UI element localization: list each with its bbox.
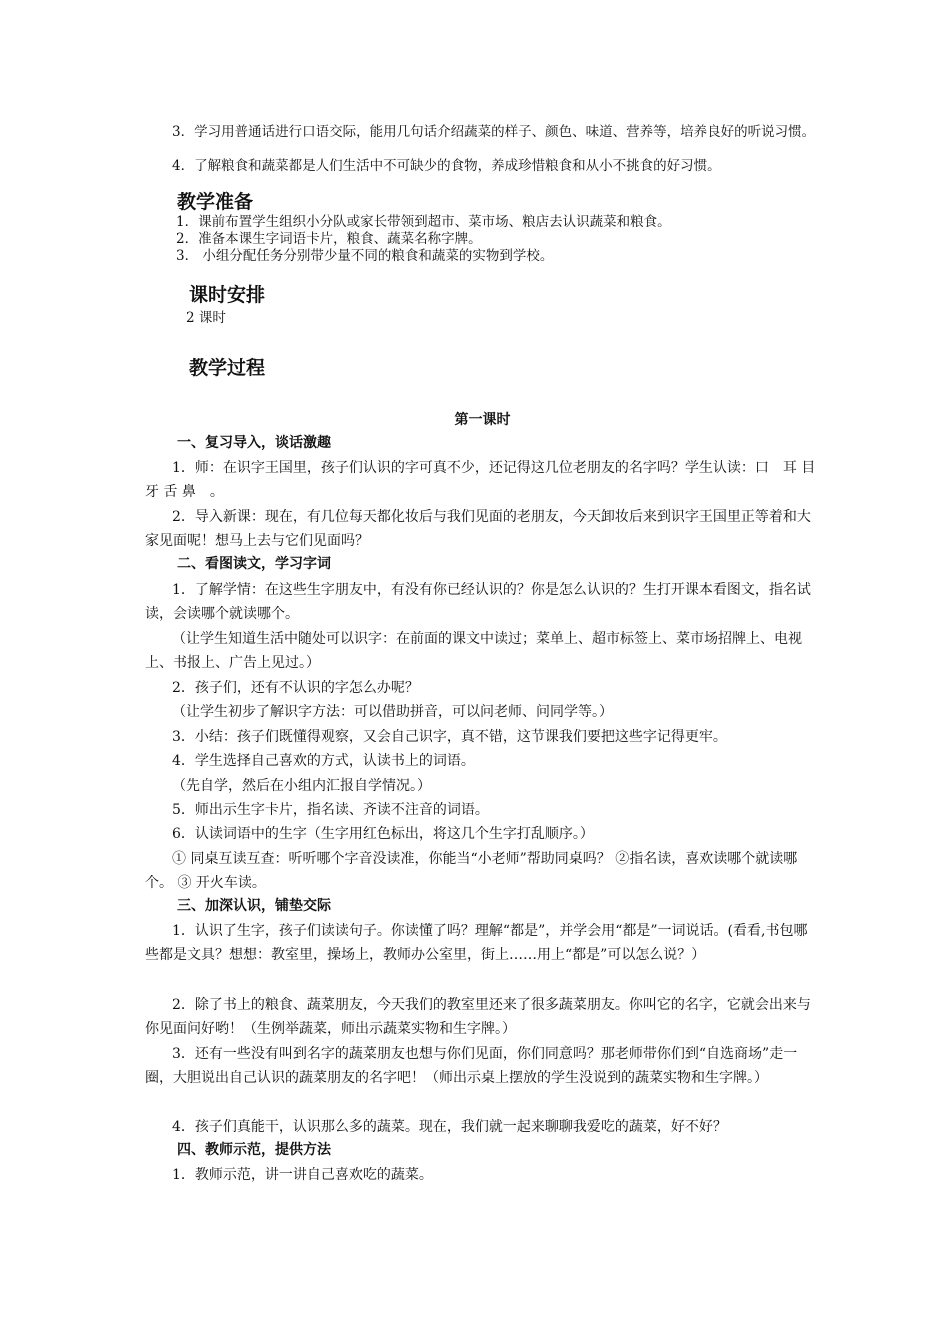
sec3-p2: 2．除了书上的粮食、蔬菜朋友，今天我们的教室里还来了很多蔬菜朋友。你叫它的名字，它就会出来与你见面问好哟！（生例举蔬菜，师出示蔬菜实物和生字牌。）: [145, 997, 811, 1038]
section-2-title: 二、看图读文，学习字词: [177, 556, 331, 572]
prep-item-2: 2．准备本课生字词语卡片，粮食、蔬菜名称字牌。: [176, 231, 482, 247]
prep-item-1: 1．课前布置学生组织小分队或家长带领到超市、菜市场、粮店去认识蔬菜和粮食。: [176, 214, 671, 230]
sec2-p1: 1．了解学情：在这些生字朋友中，有没有你已经认识的？你是怎么认识的？生打开课本看图文，指名试读，会读哪个就读哪个。: [145, 582, 811, 623]
schedule-value: 2 课时: [186, 310, 226, 326]
goal-4: 4．了解粮食和蔬菜都是人们生活中不可缺少的食物，养成珍惜粮食和从小不挑食的好习惯。: [172, 158, 721, 174]
sec2-p10: ① 同桌互读互查：听听哪个字音没读准，你能当“小老师”帮助同桌吗？ ②指名读，喜欢读哪个就读哪个。 ③ 开火车读。: [145, 851, 798, 892]
sec2-p7: （先自学，然后在小组内汇报自学情况。）: [172, 778, 431, 794]
section-4-title: 四、教师示范，提供方法: [177, 1142, 331, 1158]
process-heading: 教学过程: [189, 357, 266, 379]
sec1-p1: 1．师：在识字王国里，孩子们认识的字可真不少，还记得这几位老朋友的名字吗？学生认读：口 耳 目 牙 舌 鼻 。: [145, 460, 816, 501]
section-3-title: 三、加深认识，铺垫交际: [177, 898, 331, 914]
sec2-p8: 5．师出示生字卡片，指名读、齐读不注音的词语。: [172, 802, 489, 818]
sec1-p2: 2．导入新课：现在，有几位每天都化妆后与我们见面的老朋友，今天卸妆后来到识字王国里正等着和大家见面呢！想马上去与它们见面吗？: [145, 509, 811, 550]
lesson-title: 第一课时: [454, 412, 511, 428]
sec2-p6: 4．学生选择自己喜欢的方式，认读书上的词语。: [172, 753, 475, 769]
sec3-p3: 3．还有一些没有叫到名字的蔬菜朋友也想与你们见面，你们同意吗？那老师带你们到“自选商场”走一圈，大胆说出自己认识的蔬菜朋友的名字吧！（师出示桌上摆放的学生没说到的蔬菜实物和生字牌。）: [145, 1046, 798, 1087]
section-1-title: 一、复习导入，谈话激趣: [177, 435, 331, 451]
prep-heading: 教学准备: [177, 191, 254, 213]
sec2-p9: 6．认读词语中的生字（生字用红色标出，将这几个生字打乱顺序。）: [172, 826, 594, 842]
sec2-p4: （让学生初步了解识字方法：可以借助拼音，可以问老师、问同学等。）: [172, 704, 613, 720]
sec3-p1: 1．认识了生字，孩子们读读句子。你读懂了吗？理解“都是”，并学会用“都是”一词说话。(看看,书包哪些都是文具？想想：教室里，操场上，教师办公室里，街上……用上“都是”可以怎么说？）: [145, 923, 808, 964]
sec3-p4: 4．孩子们真能干，认识那么多的蔬菜。现在，我们就一起来聊聊我爱吃的蔬菜，好不好？: [172, 1119, 727, 1135]
sec2-p5: 3．小结：孩子们既懂得观察，又会自己识字，真不错，这节课我们要把这些字记得更牢。: [172, 729, 727, 745]
sec2-p2: （让学生知道生活中随处可以识字：在前面的课文中读过；菜单上、超市标签上、菜市场招牌上、电视上、书报上、广告上见过。）: [145, 631, 802, 672]
sec4-p1: 1．教师示范，讲一讲自己喜欢吃的蔬菜。: [172, 1167, 433, 1183]
prep-item-3: 3． 小组分配任务分别带少量不同的粮食和蔬菜的实物到学校。: [176, 248, 554, 264]
goal-3: 3．学习用普通话进行口语交际，能用几句话介绍蔬菜的样子、颜色、味道、营养等，培养良好的听说习惯。: [172, 124, 816, 140]
sec2-p3: 2．孩子们，还有不认识的字怎么办呢？: [172, 680, 419, 696]
schedule-heading: 课时安排: [189, 284, 266, 306]
